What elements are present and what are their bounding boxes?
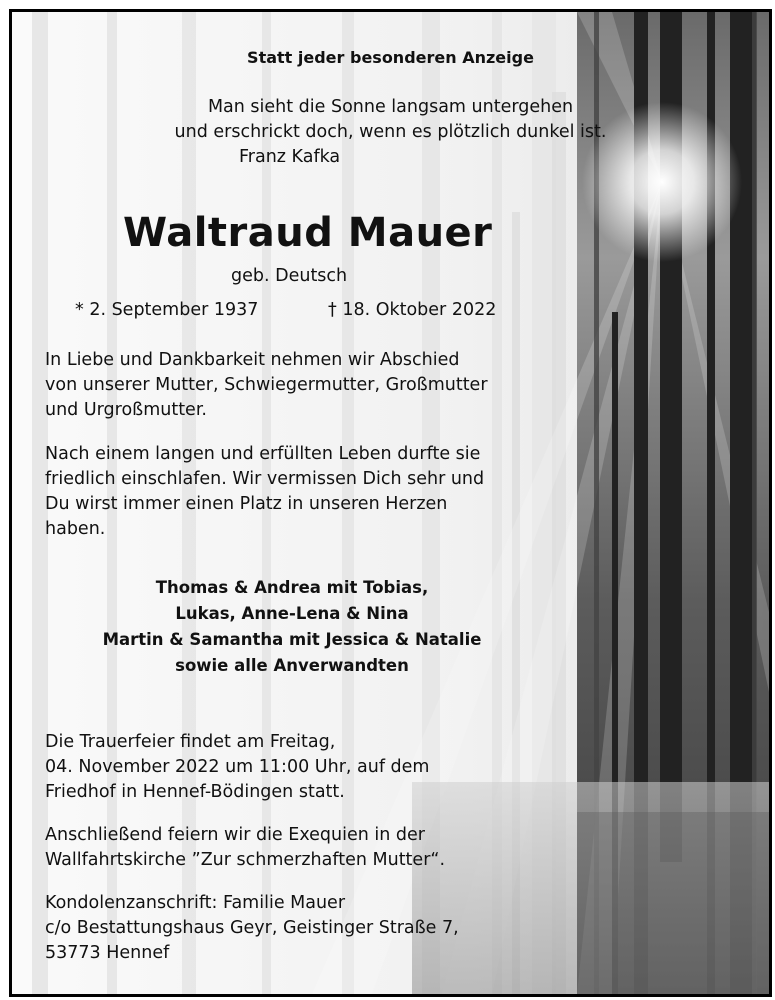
family-line: Martin & Samantha mit Jessica & Natalie <box>102 630 482 649</box>
paragraph-line: und Urgroßmutter. <box>45 400 207 420</box>
paragraph-line: haben. <box>45 519 106 539</box>
death-date: † 18. Oktober 2022 <box>328 300 497 320</box>
quote-line-2: und erschrickt doch, wenn es plötzlich dunkel ist. <box>174 122 607 142</box>
family-line: Lukas, Anne-Lena & Nina <box>175 604 409 623</box>
condolence-line: c/o Bestattungshaus Geyr, Geistinger Straße 7, <box>45 918 459 938</box>
notice-header: Statt jeder besonderen Anzeige <box>247 48 534 67</box>
funeral-line: Die Trauerfeier findet am Freitag, <box>45 732 336 752</box>
funeral-line: Friedhof in Hennef-Bödingen statt. <box>45 782 345 802</box>
birth-date: * 2. September 1937 <box>75 300 259 320</box>
deceased-name: Waltraud Mauer <box>123 210 493 256</box>
condolence-line: 53773 Hennef <box>45 943 170 963</box>
paragraph-line: Du wirst immer einen Platz in unseren Herzen <box>45 494 448 514</box>
exequies-line: Wallfahrtskirche ”Zur schmerzhaften Mutter“. <box>45 850 446 870</box>
quote-author: Franz Kafka <box>239 147 341 167</box>
birth-name: geb. Deutsch <box>231 266 348 286</box>
funeral-line: 04. November 2022 um 11:00 Uhr, auf dem <box>45 757 430 777</box>
obituary-notice <box>9 9 772 997</box>
paragraph-line: friedlich einschlafen. Wir vermissen Dich sehr und <box>45 469 485 489</box>
condolence-line: Kondolenzanschrift: Familie Mauer <box>45 893 346 913</box>
quote-line-1: Man sieht die Sonne langsam untergehen <box>207 97 574 117</box>
exequies-line: Anschließend feiern wir die Exequien in der <box>45 825 425 845</box>
family-line: sowie alle Anverwandten <box>175 656 409 675</box>
family-line: Thomas & Andrea mit Tobias, <box>155 578 429 597</box>
paragraph-line: von unserer Mutter, Schwiegermutter, Großmutter <box>45 375 488 395</box>
paragraph-line: In Liebe und Dankbarkeit nehmen wir Abschied <box>45 350 460 370</box>
paragraph-line: Nach einem langen und erfüllten Leben durfte sie <box>45 444 481 464</box>
